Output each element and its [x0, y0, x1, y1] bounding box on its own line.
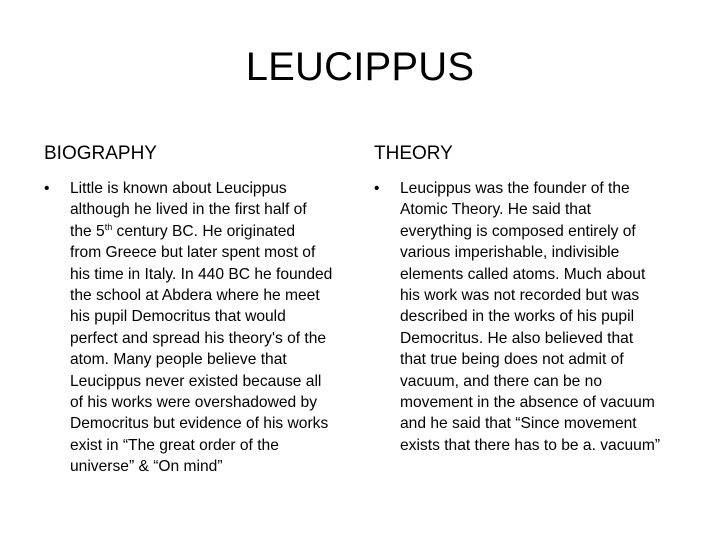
- theory-line: everything is composed entirely of: [400, 222, 636, 240]
- biography-line-superscript: th: [104, 221, 113, 232]
- theory-line: Atomic Theory. He said that: [400, 201, 591, 219]
- biography-line-prefix: the 5: [70, 222, 105, 240]
- biography-line: Leucippus never existed because all: [70, 372, 322, 390]
- theory-line: Leucippus was the founder of the: [400, 180, 630, 197]
- biography-line: his time in Italy. In 440 BC he founded: [70, 265, 333, 283]
- bullet-marker: •: [374, 180, 380, 197]
- theory-line: that true being does not admit of: [400, 351, 624, 369]
- biography-heading: BIOGRAPHY: [44, 143, 157, 164]
- biography-line-suffix: century BC. He originated: [112, 222, 296, 240]
- biography-line: Democritus but evidence of his works: [70, 415, 329, 433]
- theory-line: various imperishable, indivisible: [400, 244, 620, 262]
- biography-line: perfect and spread his theory's of the: [70, 329, 327, 347]
- theory-line: and he said that “Since movement: [400, 415, 637, 433]
- biography-line: universe” & “On mind”: [70, 458, 223, 476]
- biography-line: from Greece but later spent most of: [70, 244, 316, 262]
- biography-line: although he lived in the first half of: [70, 201, 307, 219]
- theory-line: his work was not recorded but was: [400, 287, 640, 305]
- theory-line: Democritus. He also believed that: [400, 329, 634, 347]
- biography-line: his pupil Democritus that would: [70, 308, 286, 326]
- theory-heading: THEORY: [374, 143, 453, 164]
- theory-text: [400, 178, 682, 456]
- biography-line: Little is known about Leucippus: [70, 180, 287, 197]
- theory-line: exists that there has to be a. vacuum”: [400, 436, 661, 454]
- biography-line: atom. Many people believe that: [70, 351, 287, 369]
- bullet-marker: •: [44, 180, 50, 197]
- slide-title: LEUCIPPUS: [245, 45, 475, 89]
- theory-line: movement in the absence of vacuum: [400, 394, 655, 412]
- biography-text: [70, 178, 352, 478]
- theory-line: elements called atoms. Much about: [400, 265, 646, 283]
- theory-line: described in the works of his pupil: [400, 308, 635, 326]
- biography-line: [70, 221, 352, 242]
- biography-line: the school at Abdera where he meet: [70, 287, 320, 305]
- biography-line: of his works were overshadowed by: [70, 394, 318, 412]
- theory-line: vacuum, and there can be no: [400, 372, 602, 390]
- biography-line: exist in “The great order of the: [70, 436, 279, 454]
